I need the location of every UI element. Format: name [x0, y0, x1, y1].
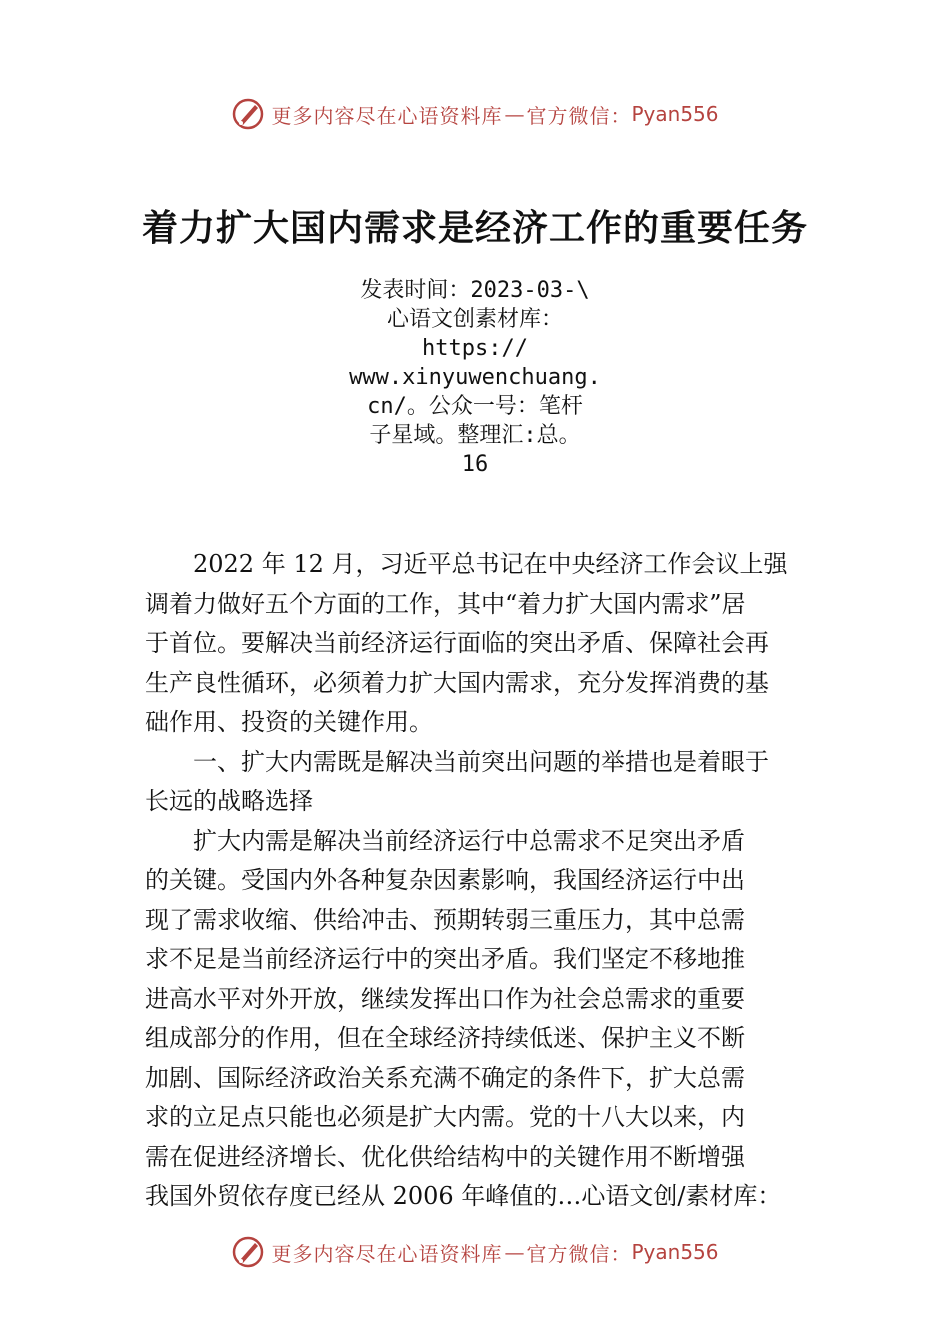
banner-wechat-label: 官方微信：: [526, 103, 632, 128]
body-line: 的关键。受国内外各种复杂因素影响，我国经济运行中出: [145, 866, 745, 894]
body-line: 我国外贸依存度已经从 2006 年峰值的…心语文创/素材库：: [145, 1182, 782, 1210]
body-line: 于首位。要解决当前经济运行面临的突出矛盾、保障社会再: [145, 629, 769, 657]
banner-wechat-id: Pyan556: [631, 1240, 719, 1264]
body-line: 础作用、投资的关键作用。: [145, 708, 433, 736]
footer-banner: [0, 1232, 950, 1272]
page-title: 着力扩大国内需求是经济工作的重要任务: [141, 207, 808, 249]
meta-line: 发表时间：2023-03-\: [360, 278, 590, 303]
meta-line: cn/。公众一号：笔杆: [367, 394, 583, 419]
pen-logo-icon: [231, 1235, 265, 1269]
section-heading-line: 长远的战略选择: [145, 787, 313, 815]
meta-line: 心语文创素材库：: [386, 307, 563, 332]
banner-wechat-id: Pyan556: [631, 102, 719, 126]
body-line: 求不足是当前经济运行中的突出矛盾。我们坚定不移地推: [145, 945, 745, 973]
pen-logo-icon: [231, 97, 265, 131]
banner-separator: —: [504, 1240, 525, 1264]
body-line: 加剧、国际经济政治关系充满不确定的条件下，扩大总需: [145, 1063, 745, 1092]
meta-line: 16: [461, 452, 489, 477]
banner-wechat-label: 官方微信：: [526, 1241, 632, 1266]
body-line: 需在促进经济增长、优化供给结构中的关键作用不断增强: [145, 1142, 745, 1171]
body-line: 进高水平对外开放，继续发挥出口作为社会总需求的重要: [145, 984, 745, 1013]
section-heading-line: 一、扩大内需既是解决当前突出问题的举措也是着眼于: [193, 747, 769, 776]
body-line: 扩大内需是解决当前经济运行中总需求不足突出矛盾: [193, 826, 745, 855]
meta-line: 子星域。整理汇:总。: [369, 423, 581, 448]
body-line: 生产良性循环，必须着力扩大国内需求，充分发挥消费的基: [145, 668, 769, 697]
body-line: 现了需求收缩、供给冲击、预期转弱三重压力，其中总需: [145, 905, 745, 934]
banner-separator: —: [504, 102, 525, 126]
header-banner: [0, 94, 950, 134]
body-line: 组成部分的作用，但在全球经济持续低迷、保护主义不断: [145, 1024, 745, 1052]
article-meta: [325, 276, 625, 479]
banner-text: 更多内容尽在心语资料库: [271, 1241, 503, 1266]
body-line: 求的立足点只能也必须是扩大内需。党的十八大以来，内: [145, 1103, 745, 1131]
banner-text: 更多内容尽在心语资料库: [271, 103, 503, 128]
meta-line: https://: [422, 336, 528, 361]
body-line: 调着力做好五个方面的工作，其中“着力扩大国内需求”居: [145, 589, 746, 618]
meta-line: www.xinyuwenchuang.: [349, 365, 601, 390]
body-line: 2022 年 12 月，习近平总书记在中央经济工作会议上强: [193, 550, 788, 578]
article-body: [145, 545, 815, 1217]
